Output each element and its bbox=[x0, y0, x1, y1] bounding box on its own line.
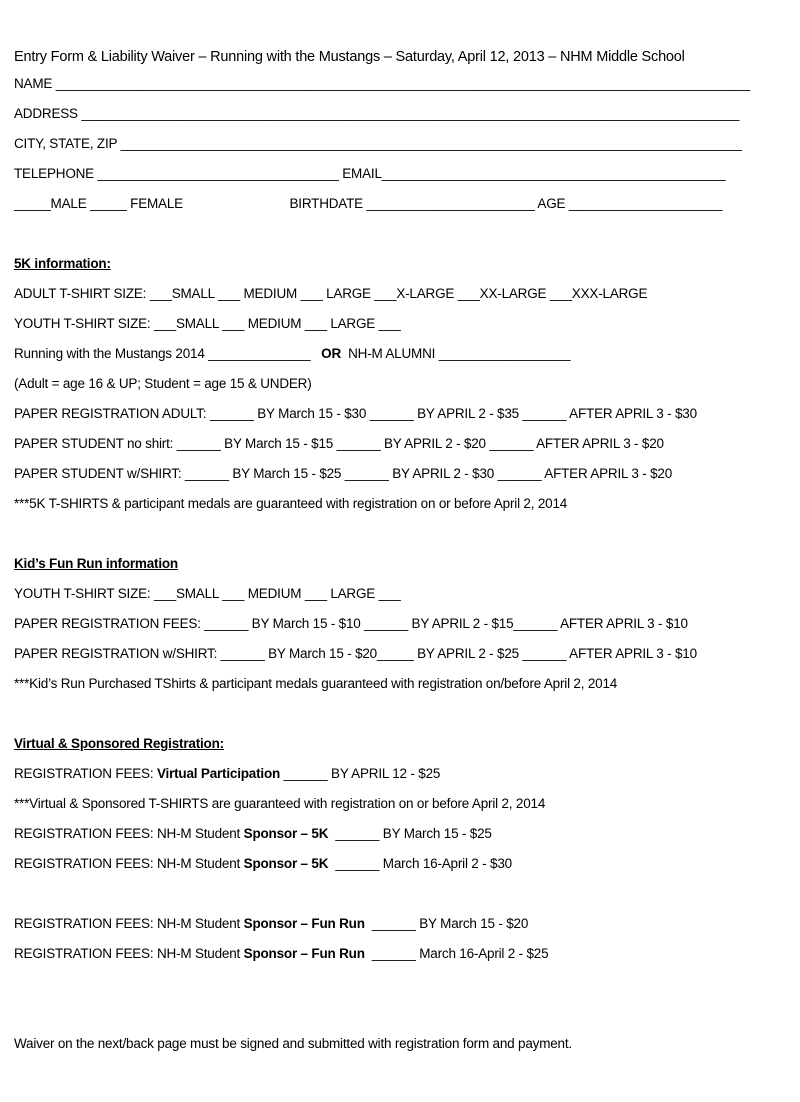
city-state-zip-label: CITY, STATE, ZIP bbox=[14, 136, 121, 151]
mustangs-or-alumni-line bbox=[14, 339, 786, 369]
telephone-label: TELEPHONE bbox=[14, 166, 98, 181]
waiver-note-line bbox=[14, 1029, 786, 1059]
youth-tshirt-size-line-funrun bbox=[14, 579, 786, 609]
blank-line bbox=[14, 879, 786, 909]
section-heading-5k-text: 5K information: bbox=[14, 256, 111, 271]
gender-birthdate-age-line bbox=[14, 189, 786, 219]
blank-line bbox=[14, 969, 786, 999]
sponsor-5k-early-fee: ______ BY March 15 - $25 bbox=[328, 826, 492, 841]
mustangs-2014-label: Running with the Mustangs 2014 ______________ bbox=[14, 346, 322, 361]
note-kids-guarantee-line bbox=[14, 669, 786, 699]
address-label: ADDRESS bbox=[14, 106, 82, 121]
name-label: NAME bbox=[14, 76, 56, 91]
sponsor-5k-label: Sponsor – 5K bbox=[243, 856, 329, 871]
kids-registration-with-shirt-line bbox=[14, 639, 786, 669]
waiver-note-text: Waiver on the next/back page must be signed and submitted with registration form and payment. bbox=[14, 1036, 572, 1051]
telephone-blank: _________________________________ bbox=[97, 166, 339, 181]
name-blank: _______________________________________________________________________________________________ bbox=[55, 76, 751, 91]
sponsor-5k-late-fee: ______ March 16-April 2 - $30 bbox=[328, 856, 512, 871]
female-option: _____ FEMALE bbox=[90, 196, 183, 211]
note-virtual-guarantee-text: ***Virtual & Sponsored T-SHIRTS are guaranteed with registration on or before April 2, 2014 bbox=[14, 796, 546, 811]
birthdate-label: BIRTHDATE bbox=[182, 196, 367, 211]
kids-registration-with-shirt-text: PAPER REGISTRATION w/SHIRT: ______ BY March 15 - $20_____ BY APRIL 2 - $25 ______ AFTER APRIL 3 - $10 bbox=[14, 646, 697, 661]
virtual-participation-label: Virtual Participation bbox=[156, 766, 281, 781]
blank-line bbox=[14, 999, 786, 1029]
blank-line bbox=[14, 519, 786, 549]
virtual-participation-fee: ______ BY APRIL 12 - $25 bbox=[280, 766, 441, 781]
youth-tshirt-size-funrun-text: YOUTH T-SHIRT SIZE: ___SMALL ___ MEDIUM ___ LARGE ___ bbox=[14, 586, 401, 601]
address-blank: __________________________________________________________________________________________ bbox=[81, 106, 740, 121]
email-label: EMAIL bbox=[338, 166, 382, 181]
adult-tshirt-size-text: ADULT T-SHIRT SIZE: ___SMALL ___ MEDIUM ___ LARGE ___X-LARGE ___XX-LARGE ___XXX-LARGE bbox=[14, 286, 648, 301]
youth-tshirt-size-line-5k bbox=[14, 309, 786, 339]
doc-title bbox=[14, 45, 786, 69]
telephone-email-line bbox=[14, 159, 786, 189]
age-definition-line bbox=[14, 369, 786, 399]
sponsor-funrun-late-line bbox=[14, 939, 786, 969]
alumni-label: NH-M ALUMNI __________________ bbox=[341, 346, 571, 361]
address-line bbox=[14, 99, 786, 129]
section-heading-virtual-text: Virtual & Sponsored Registration: bbox=[14, 736, 224, 751]
registration-fees-label: REGISTRATION FEES: NH-M Student bbox=[14, 826, 244, 841]
youth-tshirt-size-text: YOUTH T-SHIRT SIZE: ___SMALL ___ MEDIUM ___ LARGE ___ bbox=[14, 316, 401, 331]
sponsor-funrun-label: Sponsor – Fun Run bbox=[243, 916, 365, 931]
section-heading-5k bbox=[14, 249, 786, 279]
paper-student-no-shirt-line bbox=[14, 429, 786, 459]
paper-registration-adult-line bbox=[14, 399, 786, 429]
or-label: OR bbox=[321, 346, 342, 361]
age-blank: _____________________ bbox=[568, 196, 723, 211]
section-heading-virtual bbox=[14, 729, 786, 759]
registration-fees-label: REGISTRATION FEES: bbox=[14, 766, 157, 781]
sponsor-funrun-label: Sponsor – Fun Run bbox=[243, 946, 365, 961]
age-label: AGE bbox=[534, 196, 569, 211]
doc-title-text: Entry Form & Liability Waiver – Running with the Mustangs – Saturday, April 12, 2013 – NHM Middle School bbox=[14, 49, 685, 65]
section-heading-kids-fun-run bbox=[14, 549, 786, 579]
registration-fees-label: REGISTRATION FEES: NH-M Student bbox=[14, 856, 244, 871]
email-blank: _______________________________________________ bbox=[381, 166, 726, 181]
sponsor-5k-early-line bbox=[14, 819, 786, 849]
sponsor-funrun-early-line bbox=[14, 909, 786, 939]
virtual-participation-line bbox=[14, 759, 786, 789]
note-5k-guarantee-text: ***5K T-SHIRTS & participant medals are guaranteed with registration on or before April 2, 2014 bbox=[14, 496, 568, 511]
registration-fees-label: REGISTRATION FEES: NH-M Student bbox=[14, 916, 244, 931]
paper-registration-adult-text: PAPER REGISTRATION ADULT: ______ BY March 15 - $30 ______ BY APRIL 2 - $35 ______ AFTER APRIL 3 - $30 bbox=[14, 406, 697, 421]
city-state-zip-line bbox=[14, 129, 786, 159]
note-5k-guarantee-line bbox=[14, 489, 786, 519]
paper-student-no-shirt-text: PAPER STUDENT no shirt: ______ BY March 15 - $15 ______ BY APRIL 2 - $20 ______ AFTER APRIL 3 - $20 bbox=[14, 436, 664, 451]
sponsor-funrun-late-fee: ______ March 16-April 2 - $25 bbox=[364, 946, 549, 961]
note-virtual-guarantee-line bbox=[14, 789, 786, 819]
age-definition-text: (Adult = age 16 & UP; Student = age 15 & UNDER) bbox=[14, 376, 312, 391]
city-state-zip-blank: _____________________________________________________________________________________ bbox=[120, 136, 742, 151]
adult-tshirt-size-line bbox=[14, 279, 786, 309]
blank-line bbox=[14, 219, 786, 249]
registration-fees-label: REGISTRATION FEES: NH-M Student bbox=[14, 946, 244, 961]
kids-registration-fees-text: PAPER REGISTRATION FEES: ______ BY March 15 - $10 ______ BY APRIL 2 - $15______ AFTER APRIL 3 - $10 bbox=[14, 616, 688, 631]
note-kids-guarantee-text: ***Kid’s Run Purchased TShirts & participant medals guaranteed with registration on/before April 2, 2014 bbox=[14, 676, 618, 691]
kids-registration-fees-line bbox=[14, 609, 786, 639]
sponsor-5k-label: Sponsor – 5K bbox=[243, 826, 329, 841]
paper-student-with-shirt-line bbox=[14, 459, 786, 489]
name-line bbox=[14, 69, 786, 99]
paper-student-with-shirt-text: PAPER STUDENT w/SHIRT: ______ BY March 15 - $25 ______ BY APRIL 2 - $30 ______ AFTER APRIL 3 - $20 bbox=[14, 466, 673, 481]
male-option: _____MALE bbox=[14, 196, 91, 211]
birthdate-blank: _______________________ bbox=[366, 196, 535, 211]
sponsor-funrun-early-fee: ______ BY March 15 - $20 bbox=[364, 916, 529, 931]
section-heading-kids-fun-run-text: Kid’s Fun Run information bbox=[14, 556, 178, 571]
sponsor-5k-late-line bbox=[14, 849, 786, 879]
blank-line bbox=[14, 699, 786, 729]
